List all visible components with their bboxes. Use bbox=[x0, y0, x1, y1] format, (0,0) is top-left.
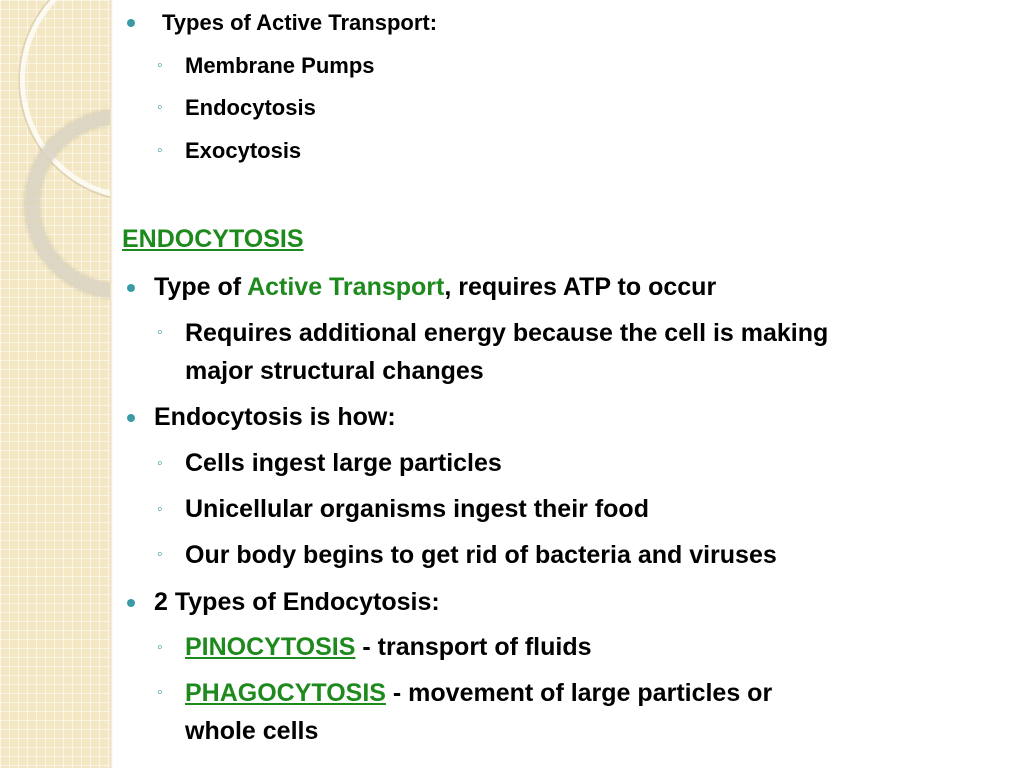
sub-bullet-icon: ◦ bbox=[157, 57, 163, 74]
phagocytosis-item bbox=[185, 679, 772, 708]
list-item: Unicellular organisms ingest their food bbox=[185, 495, 649, 523]
endocytosis-how: Endocytosis is how: bbox=[154, 403, 396, 431]
endocytosis-types: 2 Types of Endocytosis: bbox=[154, 588, 440, 616]
phagocytosis-desc-cont: whole cells bbox=[185, 717, 319, 745]
point-suffix: , requires ATP to occur bbox=[444, 273, 717, 301]
energy-note: Requires additional energy because the cell is making bbox=[185, 319, 829, 347]
energy-note-cont: major structural changes bbox=[185, 357, 484, 385]
bullet-icon bbox=[127, 284, 135, 292]
sub-bullet-icon: ◦ bbox=[157, 546, 163, 563]
phagocytosis-term: PHAGOCYTOSIS bbox=[185, 679, 386, 707]
sub-bullet-icon: ◦ bbox=[157, 142, 163, 159]
list-item: Endocytosis bbox=[185, 95, 316, 120]
bullet-icon bbox=[127, 414, 135, 422]
sub-bullet-icon: ◦ bbox=[157, 501, 163, 518]
pinocytosis-desc: - transport of fluids bbox=[355, 633, 592, 661]
section-heading: ENDOCYTOSIS bbox=[122, 225, 304, 253]
bullet-icon bbox=[127, 19, 135, 27]
list-item: Our body begins to get rid of bacteria and viruses bbox=[185, 541, 777, 569]
point-prefix: Type of bbox=[154, 273, 248, 301]
list-item: Membrane Pumps bbox=[185, 53, 375, 78]
sub-bullet-icon: ◦ bbox=[157, 684, 163, 701]
point-active-transport bbox=[154, 273, 716, 302]
list-item: Cells ingest large particles bbox=[185, 449, 502, 477]
types-title: Types of Active Transport: bbox=[162, 10, 438, 35]
active-transport-highlight: Active Transport bbox=[247, 273, 445, 301]
sub-bullet-icon: ◦ bbox=[157, 639, 163, 656]
list-item: Exocytosis bbox=[185, 138, 302, 163]
sub-bullet-icon: ◦ bbox=[157, 324, 163, 341]
pinocytosis-term: PINOCYTOSIS bbox=[185, 633, 356, 661]
sub-bullet-icon: ◦ bbox=[157, 99, 163, 116]
pinocytosis-item bbox=[185, 633, 592, 662]
sub-bullet-icon: ◦ bbox=[157, 455, 163, 472]
bullet-icon bbox=[127, 599, 135, 607]
phagocytosis-desc: - movement of large particles or bbox=[385, 679, 773, 707]
